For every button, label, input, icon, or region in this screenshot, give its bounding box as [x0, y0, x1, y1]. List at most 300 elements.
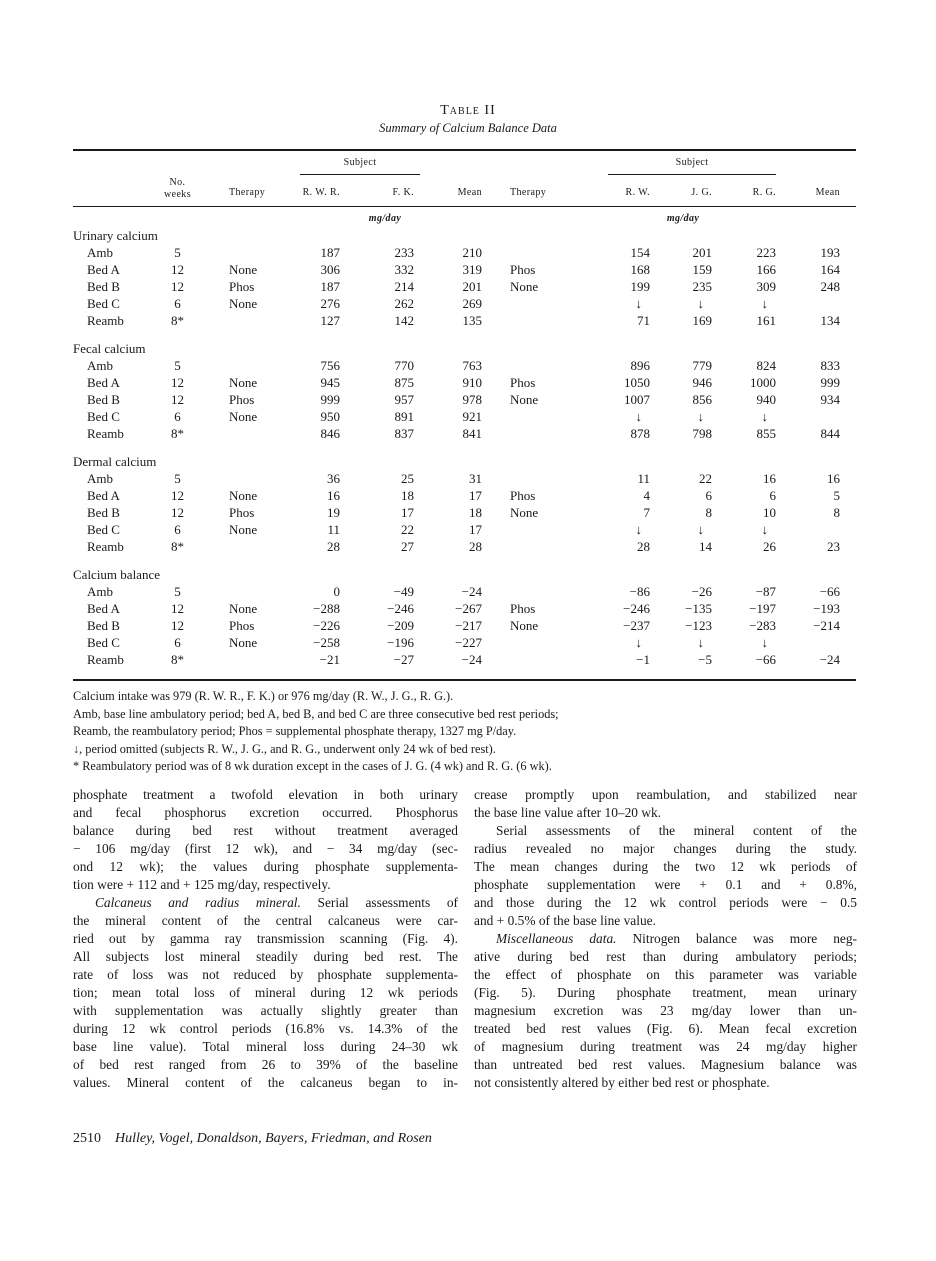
spacer [840, 357, 856, 374]
text-line [474, 930, 857, 948]
value-rwr: 36 [327, 471, 340, 486]
weeks-label: weeks [164, 189, 191, 200]
value-mean-left: 31 [469, 471, 483, 486]
weeks-cell: 12 [171, 618, 184, 633]
period-cell: Bed B [87, 505, 120, 520]
value-rwr: 0 [333, 584, 340, 599]
line-text: the mineral content of the central calcaneus were car- [73, 913, 458, 928]
subject-jg-header: J. G. [691, 187, 713, 198]
therapy-cell-left [205, 470, 290, 487]
subject-rw-header: R. W. [625, 187, 651, 198]
value-rw: −86 [629, 584, 651, 599]
value-rwr: 846 [320, 426, 340, 441]
value-rw: 154 [630, 245, 651, 260]
therapy-cell-right [482, 651, 600, 668]
units-label-right: mg/day [666, 213, 700, 224]
weeks-cell: 8* [171, 313, 184, 328]
spacer [840, 374, 856, 391]
table-row [73, 470, 856, 487]
text-line [474, 1002, 857, 1020]
therapy-header-left: Therapy [229, 187, 266, 198]
value-rg: 940 [756, 392, 777, 407]
period-cell: Amb [87, 584, 113, 599]
table-row [73, 617, 856, 634]
running-authors: Hulley, Vogel, Donaldson, Bayers, Friedman, and Rosen [115, 1131, 432, 1146]
line-text: not consistently altered by either bed rest or phosphate. [474, 1075, 770, 1090]
text-line [73, 930, 458, 948]
value-fk: −209 [387, 618, 415, 633]
text-line [474, 1074, 857, 1092]
value-rwr: 187 [320, 279, 340, 294]
value-jg: 779 [692, 358, 713, 373]
period-cell: Amb [87, 245, 113, 260]
period-cell: Reamb [87, 313, 124, 328]
table-row [73, 425, 856, 442]
period-cell: Amb [87, 471, 113, 486]
value-jg: 856 [692, 392, 713, 407]
weeks-cell: 8* [171, 652, 184, 667]
value-rg: ↓ [761, 296, 769, 311]
value-rw: 1050 [624, 375, 651, 390]
value-rg: 824 [756, 358, 777, 373]
group-label: Urinary calcium [73, 228, 158, 243]
weeks-cell: 5 [174, 358, 181, 373]
line-text: ond 12 wk); the values during phosphate supplementa- [73, 859, 458, 874]
value-rw: 11 [637, 471, 651, 486]
therapy-cell-right: None [510, 279, 539, 294]
period-cell: Bed B [87, 392, 120, 407]
therapy-cell-left: None [229, 375, 258, 390]
text-line [73, 1074, 458, 1092]
line-text: treated bed rest values (Fig. 6). Mean fecal excretion [474, 1021, 857, 1036]
value-jg: −26 [691, 584, 713, 599]
period-cell: Bed A [87, 601, 120, 616]
therapy-cell-left: Phos [229, 505, 255, 520]
text-line [474, 1020, 857, 1038]
line-text: the effect of phosphate on this parameter was variable [474, 967, 857, 982]
mean-header-right: Mean [815, 187, 841, 198]
therapy-cell-left: None [229, 488, 258, 503]
value-rwr: 16 [327, 488, 340, 503]
value-rwr: −288 [313, 601, 340, 616]
line-text: phosphate supplementation were + 0.1 and + 0.8%, [474, 877, 857, 892]
footnote: * Reambulatory period was of 8 wk duration except in the cases of J. G. (4 wk) and R. G. (6 wk). [73, 759, 552, 773]
value-fk: 25 [401, 471, 415, 486]
text-line [73, 858, 458, 876]
text-line [474, 894, 857, 912]
value-mean-right: −193 [813, 601, 841, 616]
value-mean-left: −217 [455, 618, 483, 633]
text-line [474, 822, 857, 840]
body-column-right [474, 786, 857, 1092]
therapy-cell-left [205, 425, 290, 442]
table-row [73, 295, 856, 312]
value-mean-right: 164 [820, 262, 841, 277]
value-mean-right: 833 [820, 358, 841, 373]
value-jg: 201 [692, 245, 713, 260]
line-text: (Fig. 5). During phosphate treatment, mean urinary [474, 985, 857, 1000]
value-mean-left: 910 [462, 375, 483, 390]
value-fk: 770 [394, 358, 415, 373]
line-text: − 106 mg/day (first 12 wk), and − 34 mg/day (sec- [73, 841, 458, 856]
value-rg: −87 [755, 584, 777, 599]
value-fk: 891 [394, 409, 415, 424]
weeks-cell: 12 [171, 505, 184, 520]
value-fk: 332 [394, 262, 415, 277]
value-rw: 7 [643, 505, 651, 520]
value-fk: 233 [394, 245, 415, 260]
value-rw: −1 [636, 652, 651, 667]
run-in-heading: Miscellaneous data. [496, 931, 617, 946]
value-rw: 1007 [624, 392, 651, 407]
period-cell: Reamb [87, 426, 124, 441]
line-text: The mean changes during the two 12 wk periods of [474, 859, 857, 874]
value-rw: 4 [643, 488, 651, 503]
line-text: during 12 wk control periods (16.8% vs. 14.3% of the [73, 1021, 458, 1036]
therapy-cell-right: Phos [510, 262, 536, 277]
value-rwr: 945 [320, 375, 340, 390]
value-mean-right [780, 295, 840, 312]
value-rw: 896 [630, 358, 651, 373]
table-row [73, 538, 856, 555]
spacer [840, 425, 856, 442]
weeks-cell: 12 [171, 392, 184, 407]
group-label: Dermal calcium [73, 454, 157, 469]
footnote: Reamb, the reambulatory period; Phos = supplemental phosphate therapy, 1327 mg P/day. [73, 724, 517, 738]
therapy-cell-right [482, 583, 600, 600]
therapy-cell-left [205, 312, 290, 329]
spacer [840, 600, 856, 617]
value-mean-right: 999 [820, 375, 841, 390]
therapy-cell-left: Phos [229, 279, 255, 294]
value-rg: 26 [763, 539, 777, 554]
run-in-heading: Calcaneus and radius mineral. [95, 895, 301, 910]
value-mean-right [780, 521, 840, 538]
line-text: than untreated bed rest values. Magnesium balance was [474, 1057, 857, 1072]
mean-header-left: Mean [457, 187, 483, 198]
value-mean-left: 921 [462, 409, 483, 424]
value-jg: −123 [685, 618, 713, 633]
value-rg: 161 [756, 313, 777, 328]
value-mean-left: −24 [461, 652, 483, 667]
value-jg: 169 [692, 313, 713, 328]
spacer [840, 521, 856, 538]
line-text: radius revealed no major changes during the study. [474, 841, 857, 856]
no-label: No. [169, 177, 186, 188]
value-fk: 262 [394, 296, 415, 311]
table-subtitle: Summary of Calcium Balance Data [379, 121, 557, 135]
value-rg: ↓ [761, 522, 769, 537]
value-jg: ↓ [697, 635, 705, 650]
value-rwr: 19 [327, 505, 340, 520]
line-text: All subjects lost mineral steadily during bed rest. The [73, 949, 458, 964]
value-rg: 1000 [750, 375, 777, 390]
value-rw: ↓ [635, 409, 643, 424]
text-line [73, 912, 458, 930]
value-mean-left: −267 [455, 601, 483, 616]
value-rwr: 950 [320, 409, 340, 424]
group-label: Fecal calcium [73, 341, 146, 356]
table-group-header [73, 555, 856, 583]
line-text: and those during the 12 wk control periods were − 0.5 [474, 895, 857, 910]
text-line [73, 786, 458, 804]
body-column-left [73, 786, 458, 1092]
value-fk: 837 [394, 426, 415, 441]
line-text: ried out by gamma ray transmission scanning (Fig. 4). [73, 931, 458, 946]
value-jg: 946 [692, 375, 713, 390]
period-cell: Bed C [87, 522, 120, 537]
spacer [840, 261, 856, 278]
therapy-cell-left: Phos [229, 618, 255, 633]
value-mean-right: −214 [813, 618, 841, 633]
value-mean-left: 978 [462, 392, 483, 407]
subject-fk-header: F. K. [392, 187, 415, 198]
table-row [73, 357, 856, 374]
therapy-cell-right [482, 538, 600, 555]
subject-rwr-header: R. W. R. [302, 187, 340, 198]
value-rwr: −226 [313, 618, 340, 633]
period-cell: Bed A [87, 488, 120, 503]
text-line [73, 948, 458, 966]
value-rw: 878 [630, 426, 651, 441]
value-rwr: 127 [320, 313, 340, 328]
spacer [840, 583, 856, 600]
period-cell: Bed B [87, 279, 120, 294]
therapy-cell-left [205, 651, 290, 668]
weeks-cell: 12 [171, 488, 184, 503]
value-mean-left: 18 [469, 505, 483, 520]
spacer [840, 504, 856, 521]
value-jg: ↓ [697, 522, 705, 537]
value-jg: 235 [692, 279, 713, 294]
period-cell: Bed A [87, 375, 120, 390]
value-mean-right: 193 [820, 245, 841, 260]
value-rwr: 999 [320, 392, 340, 407]
value-fk: −27 [393, 652, 415, 667]
therapy-cell-right [482, 312, 600, 329]
therapy-cell-left [205, 538, 290, 555]
line-text: of magnesium during treatment was 24 mg/day higher [474, 1039, 857, 1054]
value-jg: −135 [685, 601, 713, 616]
value-fk: 18 [401, 488, 415, 503]
therapy-cell-left [205, 583, 290, 600]
table-row [73, 408, 856, 425]
value-mean-left: 135 [462, 313, 483, 328]
therapy-cell-right: None [510, 392, 539, 407]
value-mean-left: 17 [469, 522, 483, 537]
text-line [474, 912, 857, 930]
period-cell: Bed B [87, 618, 120, 633]
value-rw: 71 [637, 313, 651, 328]
table-row [73, 312, 856, 329]
therapy-cell-left: None [229, 522, 258, 537]
weeks-cell: 5 [174, 471, 181, 486]
value-rw: 199 [630, 279, 651, 294]
value-mean-left: 841 [462, 426, 483, 441]
value-rg: 223 [756, 245, 777, 260]
weeks-cell: 12 [171, 262, 184, 277]
spacer [840, 295, 856, 312]
value-rw: ↓ [635, 522, 643, 537]
value-rg: −66 [755, 652, 777, 667]
value-mean-right: 248 [820, 279, 841, 294]
value-rg: 309 [756, 279, 777, 294]
weeks-cell: 12 [171, 601, 184, 616]
value-mean-right: 844 [820, 426, 841, 441]
weeks-cell: 6 [174, 296, 181, 311]
therapy-cell-left: None [229, 262, 258, 277]
value-mean-right: 134 [820, 313, 841, 328]
value-fk: −49 [393, 584, 415, 599]
spacer [840, 617, 856, 634]
value-fk: 27 [401, 539, 415, 554]
spacer [840, 470, 856, 487]
text-line [474, 804, 857, 822]
period-cell: Bed C [87, 409, 120, 424]
value-rg: 10 [763, 505, 777, 520]
text-line [73, 966, 458, 984]
therapy-cell-left: Phos [229, 392, 255, 407]
value-rg: ↓ [761, 409, 769, 424]
value-rg: 16 [763, 471, 777, 486]
text-line [73, 822, 458, 840]
period-cell: Bed C [87, 635, 120, 650]
value-jg: 6 [705, 488, 713, 503]
value-mean-left: −24 [461, 584, 483, 599]
value-jg: −5 [698, 652, 713, 667]
value-rwr: 306 [320, 262, 340, 277]
text-line [73, 1020, 458, 1038]
subject-rg-header: R. G. [752, 187, 777, 198]
value-mean-left: 17 [469, 488, 483, 503]
text-line [474, 876, 857, 894]
value-rw: ↓ [635, 635, 643, 650]
line-text: magnesium excretion was 23 mg/day lower than un- [474, 1003, 857, 1018]
text-line [474, 1056, 857, 1074]
value-mean-left: −227 [455, 635, 483, 650]
text-line [474, 786, 857, 804]
therapy-cell-left [205, 357, 290, 374]
value-mean-right: −66 [819, 584, 841, 599]
value-jg: 798 [692, 426, 713, 441]
value-rg: 855 [756, 426, 777, 441]
table-row [73, 487, 856, 504]
line-text: balance during bed rest without treatment averaged [73, 823, 458, 838]
value-mean-left: 763 [462, 358, 483, 373]
value-mean-right: −24 [819, 652, 841, 667]
line-text: values. Mineral content of the calcaneus began to in- [73, 1075, 458, 1090]
value-rw: 168 [630, 262, 651, 277]
text-line [474, 984, 857, 1002]
subject-header-left: Subject [300, 154, 420, 175]
value-mean-right: 8 [833, 505, 841, 520]
table-row [73, 521, 856, 538]
value-mean-left: 201 [462, 279, 483, 294]
therapy-cell-right [482, 425, 600, 442]
value-rg: −197 [749, 601, 777, 616]
subject-header-right: Subject [608, 154, 776, 175]
line-text: ative during bed rest than during ambulatory periods; [474, 949, 857, 964]
therapy-cell-right: None [510, 618, 539, 633]
therapy-cell-right: Phos [510, 488, 536, 503]
weeks-cell: 12 [171, 375, 184, 390]
weeks-cell: 8* [171, 539, 184, 554]
text-line [73, 984, 458, 1002]
no-weeks-header [150, 177, 205, 201]
table-group-header [73, 329, 856, 357]
value-fk: −196 [387, 635, 415, 650]
value-jg: 22 [699, 471, 713, 486]
value-fk: 142 [394, 313, 415, 328]
value-jg: ↓ [697, 296, 705, 311]
value-fk: 214 [394, 279, 415, 294]
footnote: ↓, period omitted (subjects R. W., J. G., and R. G., underwent only 24 wk of bed rest). [73, 741, 496, 756]
table-bottom-rule [73, 679, 856, 681]
line-text: the base line value after 10–20 wk. [474, 805, 662, 820]
line-text: Nitrogen balance was more neg- [616, 931, 857, 946]
value-rw: 28 [637, 539, 651, 554]
table-row [73, 261, 856, 278]
spacer [840, 634, 856, 651]
line-text: base line value). Total mineral loss during 24–30 wk [73, 1039, 458, 1054]
spacer [840, 391, 856, 408]
page-footer [73, 1131, 432, 1147]
text-line [73, 1056, 458, 1074]
weeks-cell: 6 [174, 409, 181, 424]
text-line [474, 948, 857, 966]
weeks-cell: 5 [174, 584, 181, 599]
value-rwr: 276 [320, 296, 340, 311]
footnote: Amb, base line ambulatory period; bed A, bed B, and bed C are three consecutive bed rest periods; [73, 706, 559, 721]
value-jg: 8 [705, 505, 713, 520]
weeks-cell: 6 [174, 635, 181, 650]
text-line [474, 1038, 857, 1056]
value-rwr: 11 [327, 522, 340, 537]
therapy-cell-right [482, 295, 600, 312]
text-line [73, 840, 458, 858]
value-mean-right: 23 [827, 539, 841, 554]
table-row [73, 278, 856, 295]
weeks-cell: 12 [171, 279, 184, 294]
line-text: and fecal phosphorus excretion occurred. Phosphorus [73, 805, 458, 820]
spacer [840, 278, 856, 295]
value-rg: 6 [769, 488, 777, 503]
table-group-header [73, 227, 856, 244]
therapy-cell-right [482, 357, 600, 374]
line-text: tion; mean total loss of mineral during 12 wk periods [73, 985, 458, 1000]
therapy-cell-left: None [229, 296, 258, 311]
line-text: tion were + 112 and + 125 mg/day, respectively. [73, 877, 331, 892]
table-group-header [73, 442, 856, 470]
text-line [73, 1002, 458, 1020]
value-rg: −283 [749, 618, 777, 633]
value-rwr: −258 [313, 635, 340, 650]
value-mean-left: 319 [462, 262, 483, 277]
period-cell: Reamb [87, 539, 124, 554]
therapy-cell-right [482, 634, 600, 651]
table-row [73, 391, 856, 408]
weeks-cell: 5 [174, 245, 181, 260]
value-rw: −246 [623, 601, 651, 616]
value-fk: −246 [387, 601, 415, 616]
line-text: of bed rest ranged from 26 to 39% of the baseline [73, 1057, 458, 1072]
table-row [73, 651, 856, 668]
value-fk: 17 [401, 505, 415, 520]
weeks-cell: 8* [171, 426, 184, 441]
value-fk: 957 [394, 392, 415, 407]
text-line [73, 804, 458, 822]
text-line [474, 858, 857, 876]
